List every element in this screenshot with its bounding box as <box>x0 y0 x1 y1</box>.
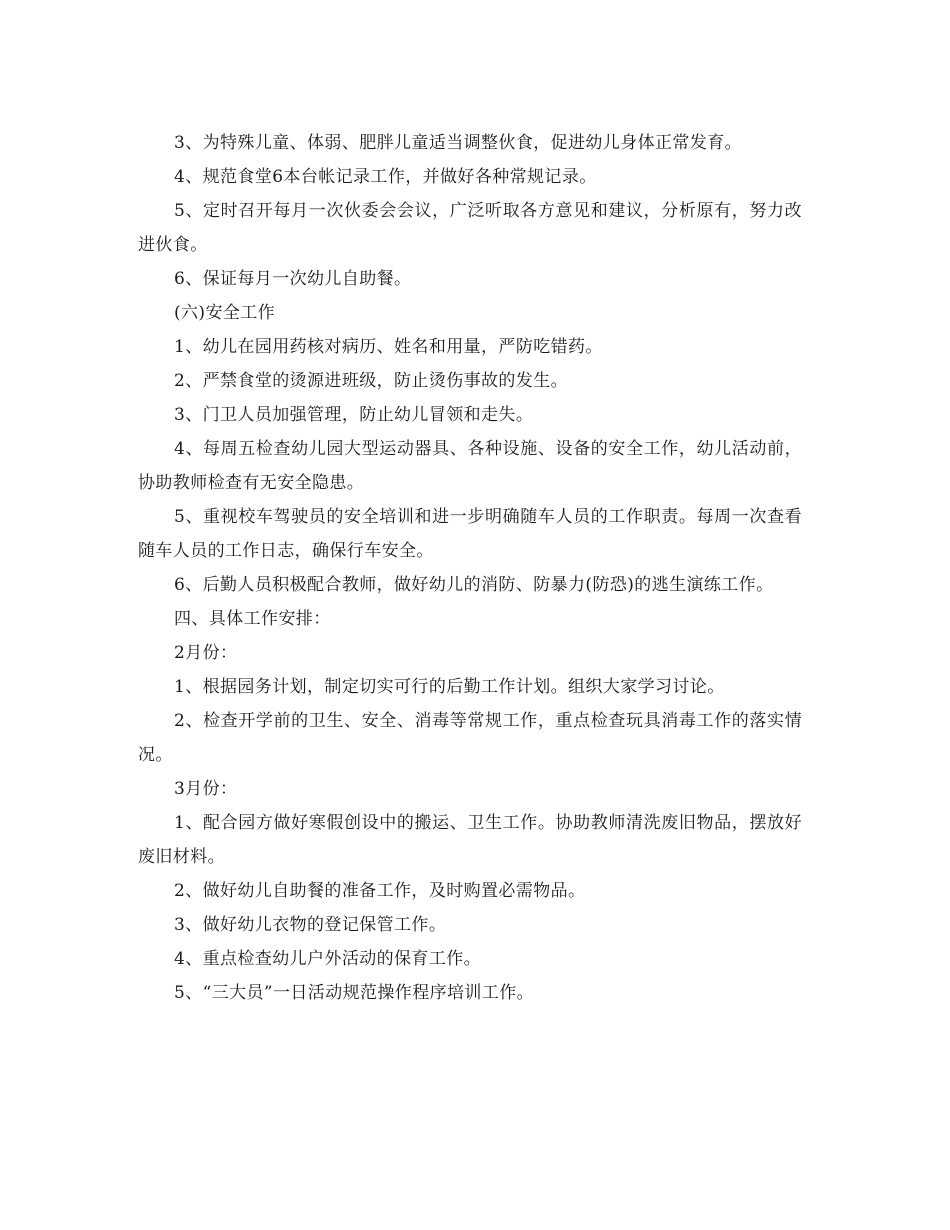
paragraph-equipment-inspection: 4、每周五检查幼儿园大型运动器具、各种设施、设备的安全工作，幼儿活动前，协助教师检查有无安全隐患。 <box>138 439 802 493</box>
paragraph-mar-training: 5、“三大员”一日活动规范操作程序培训工作。 <box>174 983 534 1003</box>
paragraph-medication-check: 1、幼儿在园用药核对病历、姓名和用量，严防吃错药。 <box>174 337 603 357</box>
month-heading-february: 2月份： <box>174 643 238 663</box>
section-heading-safety: (六)安全工作 <box>174 303 276 323</box>
paragraph-scald-prevention: 2、严禁食堂的烫源进班级，防止烫伤事故的发生。 <box>174 371 569 391</box>
paragraph-diet-special-children: 3、为特殊儿童、体弱、肥胖儿童适当调整伙食，促进幼儿身体正常发育。 <box>174 133 743 153</box>
paragraph-self-service-meal: 6、保证每月一次幼儿自助餐。 <box>174 269 412 289</box>
paragraph-gatekeeper: 3、门卫人员加强管理，防止幼儿冒领和走失。 <box>174 405 534 425</box>
paragraph-feb-plan: 1、根据园务计划，制定切实可行的后勤工作计划。组织大家学习讨论。 <box>174 677 725 697</box>
paragraph-mar-cleanup: 1、配合园方做好寒假创设中的搬运、卫生工作。协助教师清洗废旧物品，摆放好废旧材料。 <box>138 813 802 867</box>
paragraph-evacuation-drill: 6、后勤人员积极配合教师，做好幼儿的消防、防暴力(防恐)的逃生演练工作。 <box>174 575 774 595</box>
paragraph-mar-self-service: 2、做好幼儿自助餐的准备工作，及时购置必需物品。 <box>174 881 586 901</box>
month-heading-march: 3月份： <box>174 779 238 799</box>
paragraph-mar-clothing: 3、做好幼儿衣物的登记保管工作。 <box>174 915 447 935</box>
paragraph-canteen-records: 4、规范食堂6本台帐记录工作，并做好各种常规记录。 <box>174 167 597 187</box>
paragraph-mar-outdoor: 4、重点检查幼儿户外活动的保育工作。 <box>174 949 482 969</box>
paragraph-school-bus-safety: 5、重视校车驾驶员的安全培训和进一步明确随车人员的工作职责。每周一次查看随车人员的工作日志，确保行车安全。 <box>138 507 802 561</box>
section-heading-schedule: 四、具体工作安排： <box>174 609 331 629</box>
paragraph-feb-inspection: 2、检查开学前的卫生、安全、消毒等常规工作，重点检查玩具消毒工作的落实情况。 <box>138 711 802 765</box>
paragraph-meal-committee: 5、定时召开每月一次伙委会会议，广泛听取各方意见和建议，分析原有，努力改进伙食。 <box>138 201 802 255</box>
